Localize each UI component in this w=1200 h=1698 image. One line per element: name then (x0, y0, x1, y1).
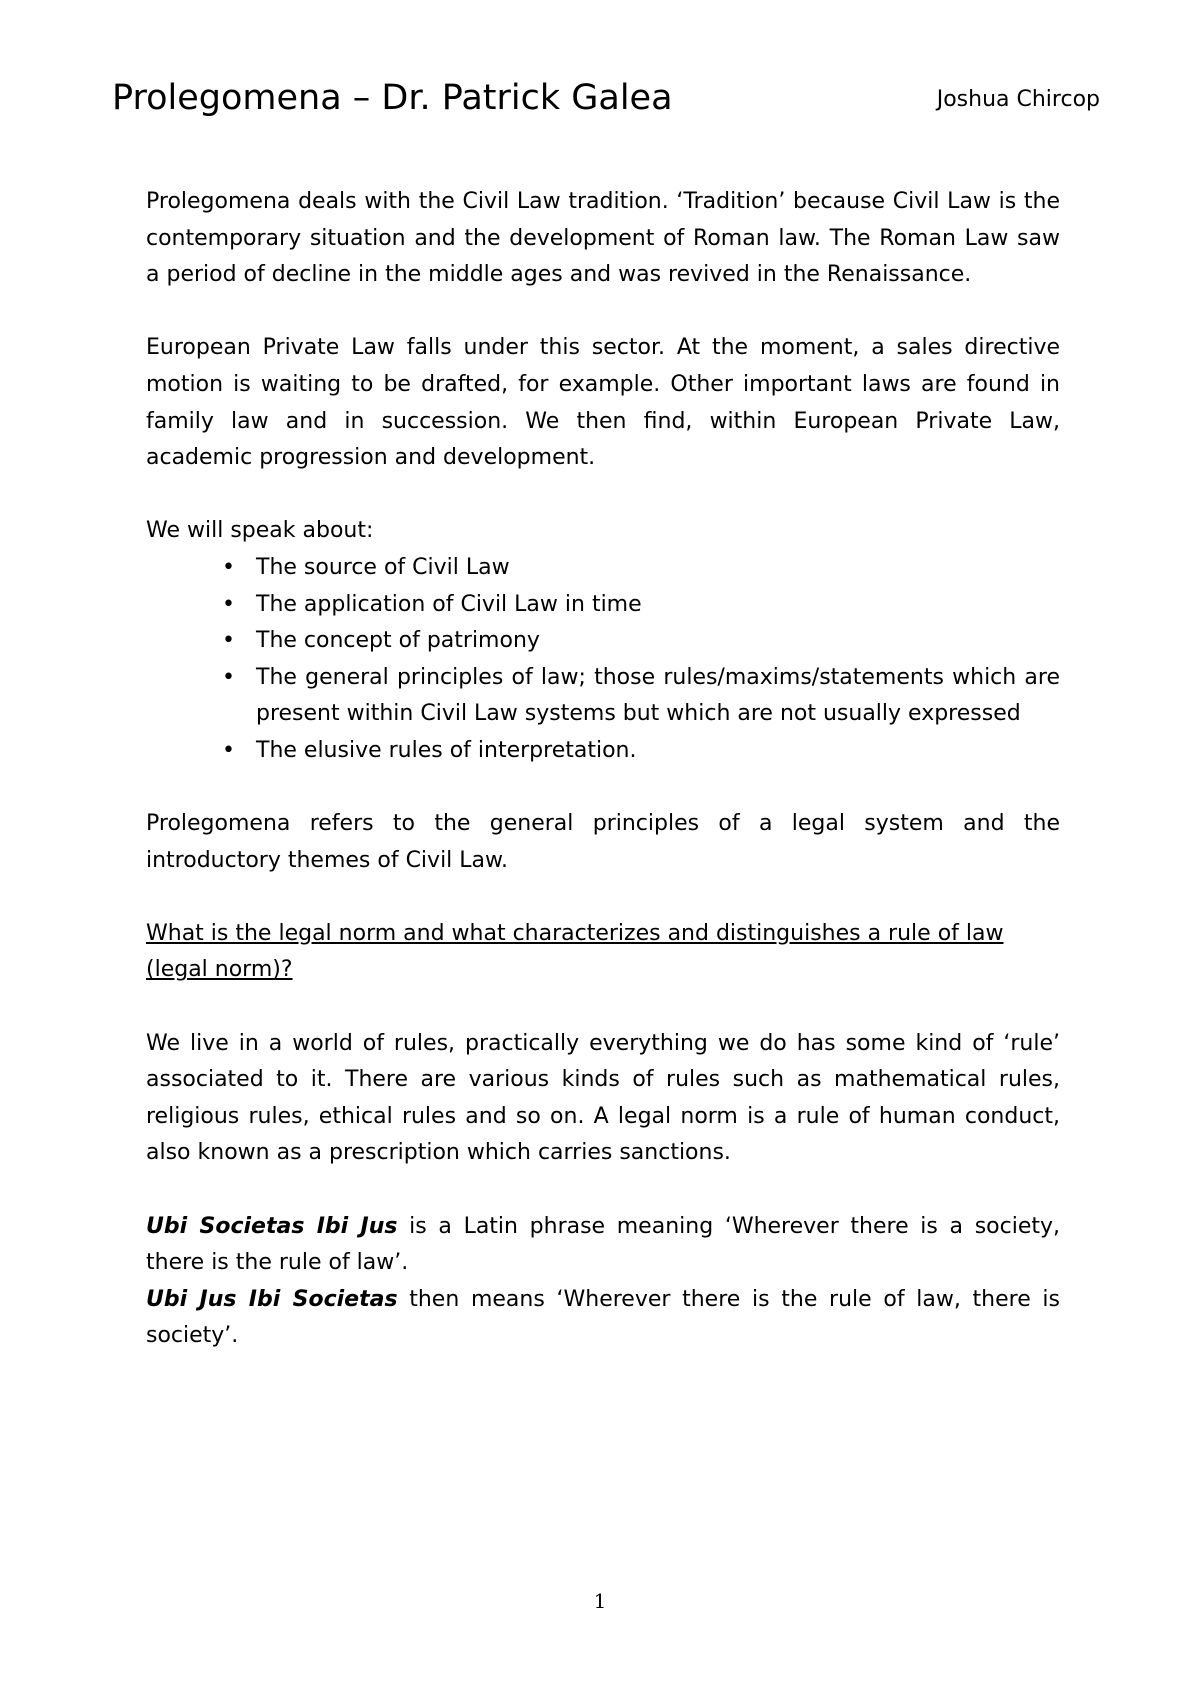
page-number: 1 (593, 1589, 607, 1613)
latin-meaning: then means ‘Wherever there is the rule of law, there is society’. (146, 1286, 1060, 1349)
list-item: • The general principles of law; those rules/maxims/statements which are present within Civil Law systems but which are not usually expressed (256, 660, 1060, 733)
paragraph-european-private-law: European Private Law falls under this sector. At the moment, a sales directive motion is waiting to be drafted, for example. Other important laws are found in family law and in succession. We then find, within European Private Law, academic progression and development. (146, 335, 1060, 471)
document-body (146, 184, 1060, 1392)
document-title: Prolegomena – Dr. Patrick Galea (112, 78, 673, 118)
latin-phrase: Ubi Jus Ibi Societas (146, 1286, 398, 1312)
list-item: • The concept of patrimony (256, 623, 1060, 660)
page-header (112, 70, 1100, 126)
paragraph-civil-law-tradition: Prolegomena deals with the Civil Law tradition. ‘Tradition’ because Civil Law is the contemporary situation and the development of Roman law. The Roman Law saw a period of decline in the middle ages and was revived in the Renaissance. (146, 189, 1060, 288)
section-heading: What is the legal norm and what characterizes and distinguishes a rule of law (legal norm)? (146, 920, 1004, 983)
list-item: • The elusive rules of interpretation. (256, 733, 1060, 770)
paragraph-ubi-societas (146, 1209, 1060, 1282)
author-name: Joshua Chircop (936, 87, 1100, 112)
paragraph-world-of-rules: We live in a world of rules, practically everything we do has some kind of ‘rule’ associated to it. There are various kinds of rules such as mathematical rules, religious rules, ethical rules and so on. A legal norm is a rule of human conduct, also known as a prescription which carries sanctions. (146, 1030, 1060, 1166)
topics-list (146, 550, 1060, 770)
latin-phrase: Ubi Societas Ibi Jus (146, 1213, 398, 1239)
paragraph-prolegomena-definition: Prolegomena refers to the general principles of a legal system and the introductory themes of Civil Law. (146, 811, 1060, 873)
list-item: • The source of Civil Law (256, 550, 1060, 587)
latin-meaning: is a Latin phrase meaning ‘Wherever there is a society, there is the rule of law’. (146, 1213, 1060, 1276)
list-intro: We will speak about: (146, 518, 374, 544)
list-item: • The application of Civil Law in time (256, 587, 1060, 624)
paragraph-ubi-jus (146, 1282, 1060, 1355)
